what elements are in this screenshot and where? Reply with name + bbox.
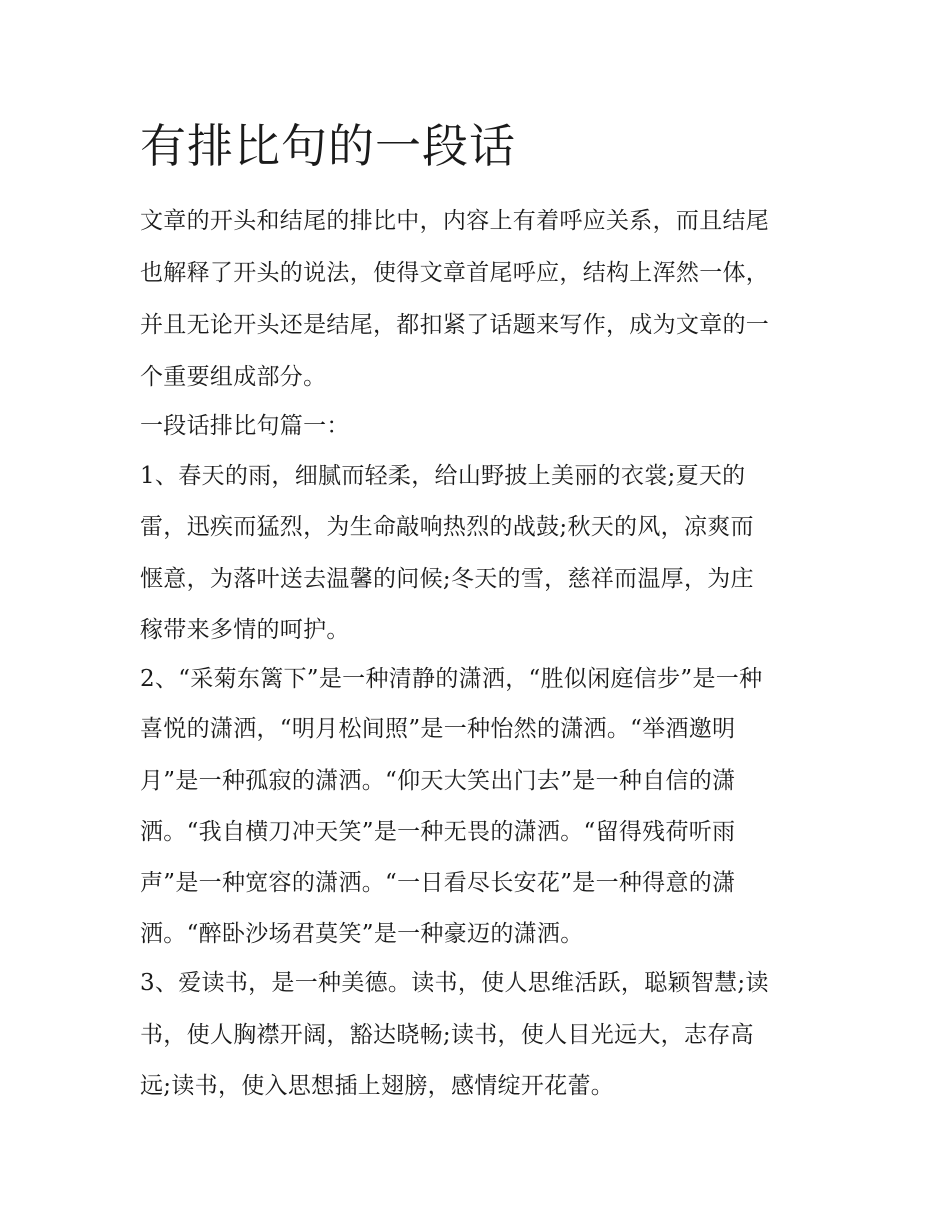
- text-line: 3、爱读书，是一种美德。读书，使人思维活跃，聪颖智慧;读: [140, 970, 769, 996]
- text-line: 2、“采菊东篱下”是一种清静的潇洒，“胜似闲庭信步”是一种: [140, 666, 763, 692]
- text-line: 惬意，为落叶送去温馨的问候;冬天的雪，慈祥而温厚，为庄: [140, 566, 754, 592]
- text-line: 书，使人胸襟开阔，豁达晓畅;读书，使人目光远大，志存高: [140, 1022, 754, 1048]
- text-line: 月”是一种孤寂的潇洒。“仰天大笑出门去”是一种自信的潇: [140, 768, 736, 794]
- text-line: 洒。“醉卧沙场君莫笑”是一种豪迈的潇洒。: [140, 921, 584, 947]
- text-line: 洒。“我自横刀冲天笑”是一种无畏的潇洒。“留得残荷听雨: [140, 819, 736, 845]
- text-line: 声”是一种宽容的潇洒。“一日看尽长安花”是一种得意的潇: [140, 870, 736, 896]
- text-line: 1、春天的雨，细腻而轻柔，给山野披上美丽的衣裳;夏天的: [140, 463, 746, 489]
- text-line: 文章的开头和结尾的排比中，内容上有着呼应关系，而且结尾: [140, 208, 770, 234]
- text-line: 也解释了开头的说法，使得文章首尾呼应，结构上浑然一体，: [140, 260, 770, 286]
- document-title: 有排比句的一段话: [140, 119, 516, 173]
- text-line: 雷，迅疾而猛烈，为生命敲响热烈的战鼓;秋天的风，凉爽而: [140, 514, 754, 540]
- text-line: 喜悦的潇洒，“明月松间照”是一种怡然的潇洒。“举酒邀明: [140, 716, 736, 742]
- text-line: 远;读书，使入思想插上翅膀，感情绽开花蕾。: [140, 1073, 615, 1099]
- section-heading: 一段话排比句篇一：: [140, 413, 350, 439]
- text-line: 稼带来多情的呵护。: [140, 617, 350, 643]
- text-line: 并且无论开头还是结尾，都扣紧了话题来写作，成为文章的一: [140, 312, 770, 338]
- text-line: 个重要组成部分。: [140, 364, 327, 390]
